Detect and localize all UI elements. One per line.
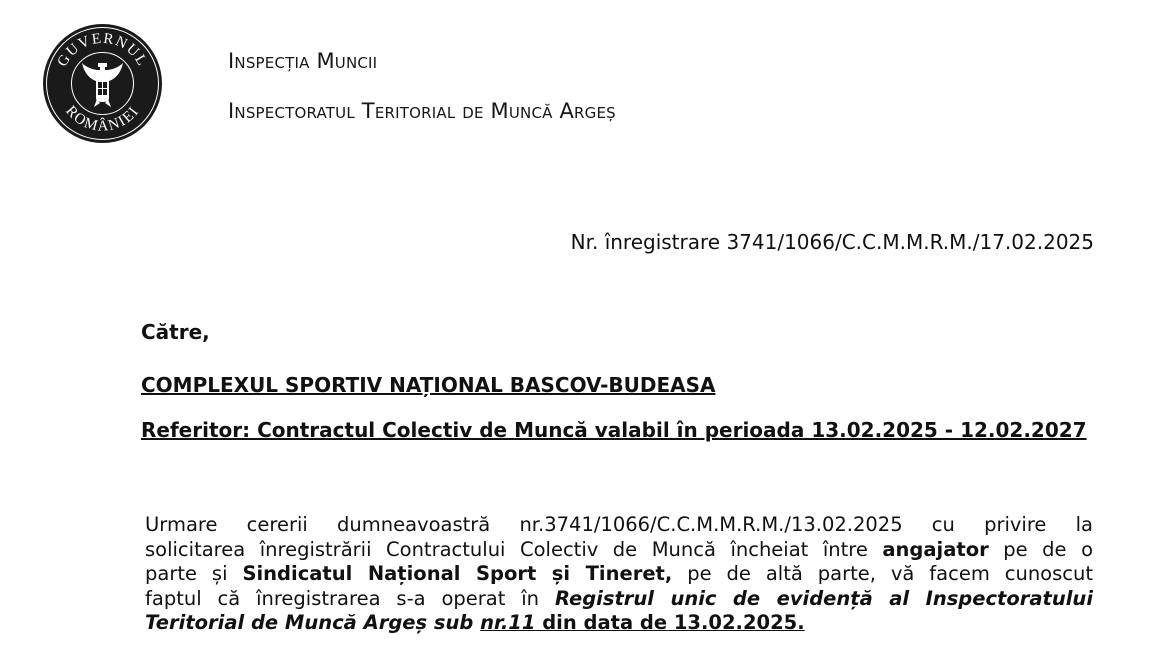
institution-name: Inspecția Muncii	[228, 49, 378, 73]
registry-date: din data de 13.02.2025.	[535, 611, 805, 634]
sub-institution-name: Inspectoratul Teritorial de Muncă Argeș	[228, 99, 616, 123]
subject-line: Referitor: Contractul Colectiv de Muncă valabil în perioada 13.02.2025 - 12.02.2027	[141, 418, 1087, 442]
body-line-2: solicitarea înregistrării Contractului Colectiv de Muncă încheiat între angajator pe de o	[145, 537, 1093, 561]
employer-term: angajator	[882, 537, 989, 561]
body-line-4: faptul că înregistrarea s-a operat în Registrul unic de evidență al Inspectoratului	[145, 586, 1093, 610]
union-name: Sindicatul Național Sport și Tineret,	[242, 562, 673, 585]
registry-number: nr.11	[480, 611, 536, 634]
government-seal-icon	[42, 23, 163, 144]
seal-text-top: GUVERNUL	[54, 30, 151, 70]
salutation: Către,	[141, 320, 210, 344]
body-line-5: Teritorial de Muncă Argeș sub nr.11 din data de 13.02.2025.	[145, 611, 805, 634]
letter-body	[145, 513, 1093, 636]
body-line-3: parte și Sindicatul Național Sport și Tineret, pe de altă parte, vă facem cunoscut	[145, 562, 1093, 585]
registration-number: Nr. înregistrare 3741/1066/C.C.M.M.R.M./17.02.2025	[570, 230, 1094, 254]
registry-name: Registrul unic de evidență al Inspectoratului	[554, 586, 1093, 610]
seal-text-bottom: ROMÂNIEI	[62, 103, 143, 135]
body-line-1: Urmare cererii dumneavoastră nr.3741/1066/C.C.M.M.R.M./13.02.2025 cu privire la	[145, 513, 1093, 536]
addressee: COMPLEXUL SPORTIV NAȚIONAL BASCOV-BUDEASA	[141, 373, 716, 397]
